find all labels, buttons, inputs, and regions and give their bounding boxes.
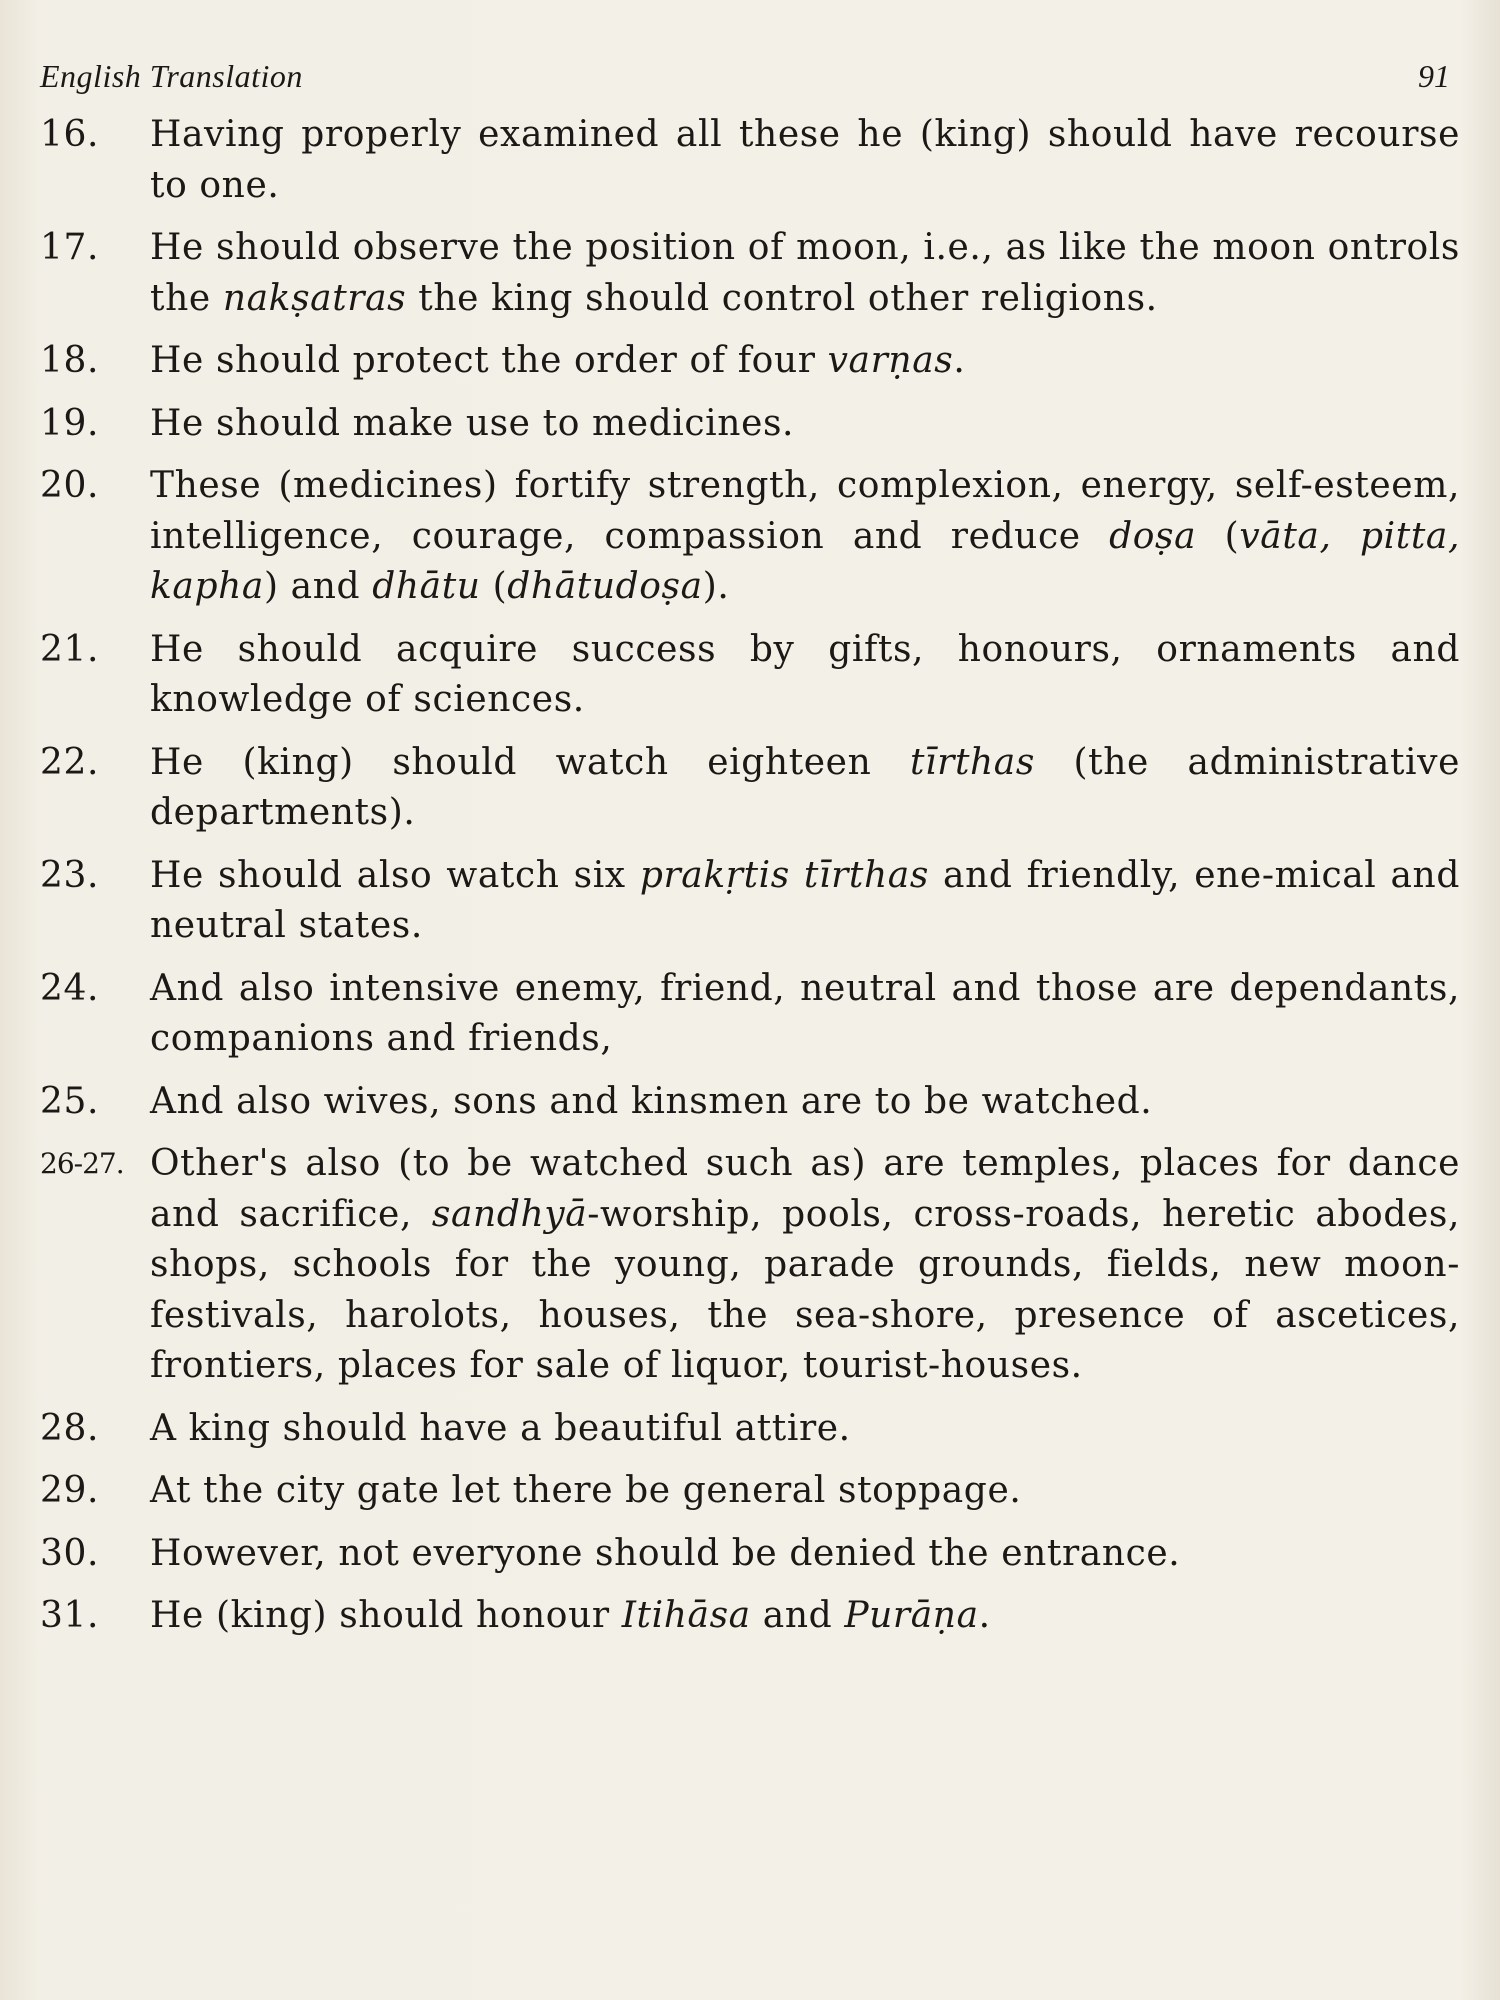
verse-number: 23. xyxy=(40,854,100,896)
verse-22 xyxy=(40,738,1460,839)
verse-number: 19. xyxy=(40,402,100,444)
verse-text: A king should have a beautiful attire. xyxy=(150,1407,851,1449)
verse-text: (the administrative departments). xyxy=(150,741,1461,833)
verse-30 xyxy=(40,1529,1460,1580)
verse-number: 28. xyxy=(40,1407,100,1449)
verse-number: 21. xyxy=(40,628,100,670)
verse-text: He (king) should honour xyxy=(150,1595,622,1636)
verse-text: And also intensive enemy, friend, neutral and those are dependants, companions and friends, xyxy=(150,967,1460,1059)
sanskrit-term: prakṛtis tīrthas xyxy=(639,854,929,896)
verse-text: However, not everyone should be denied the entrance. xyxy=(150,1532,1181,1574)
verse-text: He should also watch six xyxy=(150,854,640,896)
sanskrit-term: sandhyā xyxy=(431,1193,588,1235)
verse-text: He (king) should watch eighteen xyxy=(150,741,910,783)
verse-list xyxy=(40,110,1460,1654)
verse-28 xyxy=(40,1404,1460,1455)
verse-text: and xyxy=(750,1595,845,1636)
running-head xyxy=(40,58,1450,102)
verse-number: 18. xyxy=(40,340,100,381)
verse-20 xyxy=(40,461,1460,613)
sanskrit-term: Purāṇa xyxy=(844,1595,979,1636)
verse-23 xyxy=(40,851,1460,952)
verse-19 xyxy=(40,399,1460,450)
verse-text: And also wives, sons and kinsmen are to be watched. xyxy=(150,1080,1153,1122)
verse-26-27 xyxy=(40,1139,1460,1392)
verse-number: 17. xyxy=(40,227,100,268)
verse-text: ) and xyxy=(263,566,373,607)
verse-31 xyxy=(40,1591,1460,1642)
verse-24 xyxy=(40,964,1460,1065)
verse-text: He should observe the position of moon, i.e., as like the moon ontrols the xyxy=(150,227,1460,319)
sanskrit-term: vāta, pitta, kapha xyxy=(150,515,1460,607)
verse-text: ( xyxy=(1196,515,1240,557)
verse-18 xyxy=(40,336,1460,387)
sanskrit-term: varṇas xyxy=(827,340,954,381)
verse-text: He should acquire success by gifts, honours, ornaments and knowledge of sciences. xyxy=(150,628,1460,720)
sanskrit-term: doṣa xyxy=(1109,515,1197,557)
running-title: English Translation xyxy=(40,58,303,94)
verse-text: ( xyxy=(480,566,508,607)
verse-text: Having properly examined all these he (king) should have recourse to one. xyxy=(150,114,1460,206)
verse-29 xyxy=(40,1466,1460,1517)
sanskrit-term: dhātudoṣa xyxy=(507,566,703,607)
verse-text: and friendly, ene-mical and neutral states. xyxy=(150,854,1460,946)
verse-text: He should protect the order of four xyxy=(150,340,828,381)
verse-number: 26-27. xyxy=(40,1147,124,1180)
verse-21 xyxy=(40,625,1460,726)
verse-number: 24. xyxy=(40,967,100,1009)
verse-text: -worship, pools, cross-roads, heretic abodes, shops, schools for the young, parade grounds, fields, new moon-festivals, harolots, houses, the sea-shore, presence of ascetices, frontiers, places for sale of liquor, tourist-houses. xyxy=(150,1193,1460,1386)
verse-text: At the city gate let there be general stoppage. xyxy=(150,1470,1022,1511)
verse-16 xyxy=(40,110,1460,211)
verse-text: . xyxy=(978,1595,991,1636)
verse-number: 31. xyxy=(40,1595,100,1636)
verse-number: 30. xyxy=(40,1532,100,1574)
verse-text: He should make use to medicines. xyxy=(150,402,795,444)
verse-25 xyxy=(40,1077,1460,1128)
verse-text: . xyxy=(953,340,966,381)
verse-number: 29. xyxy=(40,1470,100,1511)
verse-text: Other's also (to be watched such as) are temples, places for dance and sacrifice, xyxy=(150,1143,1460,1235)
verse-text: ). xyxy=(702,566,730,607)
sanskrit-term: dhātu xyxy=(372,566,481,607)
verse-17 xyxy=(40,223,1460,324)
verse-number: 20. xyxy=(40,465,100,506)
verse-number: 22. xyxy=(40,741,100,783)
sanskrit-term: Itihāsa xyxy=(621,1595,751,1636)
verse-text: the king should control other religions. xyxy=(406,277,1158,319)
sanskrit-term: nakṣatras xyxy=(222,277,407,319)
verse-number: 16. xyxy=(40,114,100,155)
sanskrit-term: tīrthas xyxy=(909,741,1035,783)
page-number: 91 xyxy=(1418,58,1450,94)
verse-number: 25. xyxy=(40,1080,100,1122)
verse-text: These (medicines) fortify strength, complexion, energy, self-esteem, intelligence, courage, compassion and reduce xyxy=(150,465,1460,557)
